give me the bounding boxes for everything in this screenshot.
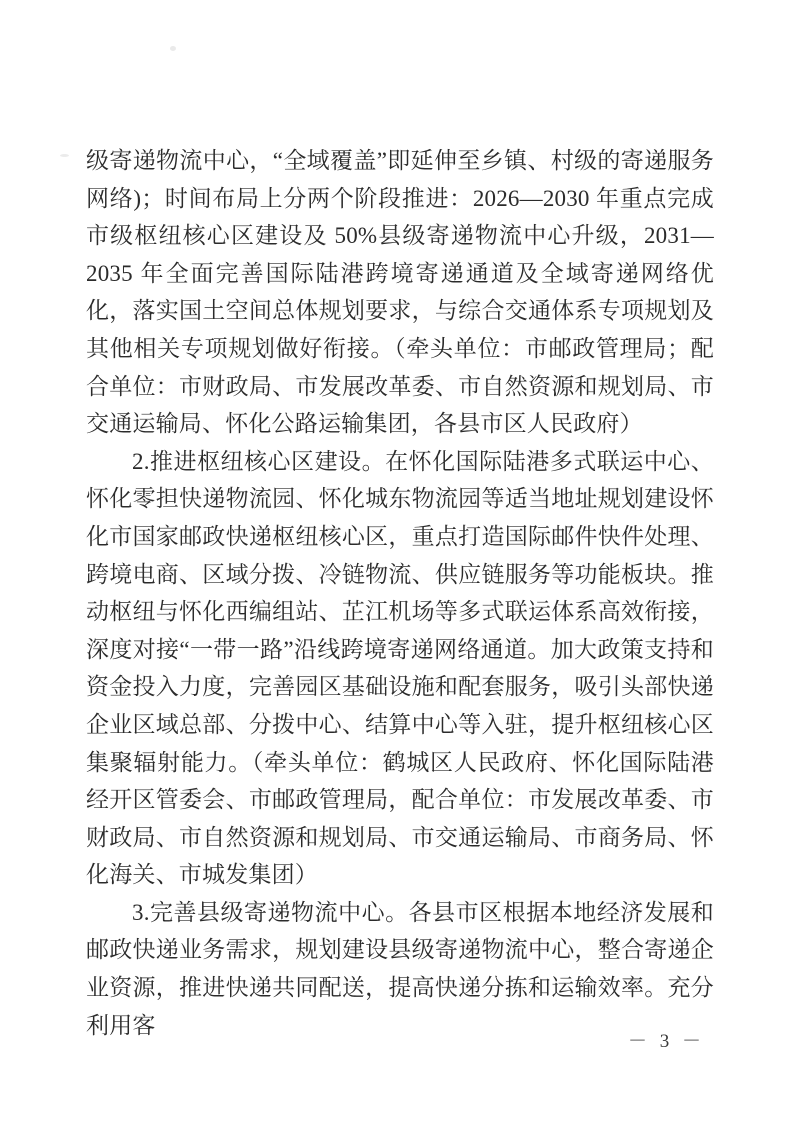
- scan-speckle: [170, 46, 176, 51]
- document-body: [86, 142, 714, 1044]
- paragraph-item-3: 3.完善县级寄递物流中心。各县市区根据本地经济发展和邮政快递业务需求，规划建设县级寄递物流中心，整合寄递企业资源，推进快递共同配送，提高快递分拣和运输效率。充分利用客: [86, 899, 714, 1038]
- paragraph-continuation: 级寄递物流中心，“全域覆盖”即延伸至乡镇、村级的寄递服务网络)；时间布局上分两个阶段推进：2026—2030 年重点完成市级枢纽核心区建设及 50%县级寄递物流中心升级，2031—2035 年全面完善国际陆港跨境寄递通道及全域寄递网络优化，落实国土空间总体规划要求，与综合交通体系专项规划及其他相关专项规划做好衔接。（牵头单位：市邮政管理局；配合单位：市财政局、市发展改革委、市自然资源和规划局、市交通运输局、怀化公路运输集团，各县市区人民政府）: [86, 148, 714, 437]
- page-number: － 3 －: [628, 1031, 706, 1052]
- paragraph-item-2: 2.推进枢纽核心区建设。在怀化国际陆港多式联运中心、怀化零担快递物流园、怀化城东物流园等适当地址规划建设怀化市国家邮政快递枢纽核心区，重点打造国际邮件快件处理、跨境电商、区域分拨、冷链物流、供应链服务等功能板块。推动枢纽与怀化西编组站、芷江机场等多式联运体系高效衔接，深度对接“一带一路”沿线跨境寄递网络通道。加大政策支持和资金投入力度，完善园区基础设施和配套服务，吸引头部快递企业区域总部、分拨中心、结算中心等入驻，提升枢纽核心区集聚辐射能力。（牵头单位：鹤城区人民政府、怀化国际陆港经开区管委会、市邮政管理局，配合单位：市发展改革委、市财政局、市自然资源和规划局、市交通运输局、市商务局、怀化海关、市城发集团）: [86, 448, 714, 888]
- scan-speckle: [60, 154, 69, 157]
